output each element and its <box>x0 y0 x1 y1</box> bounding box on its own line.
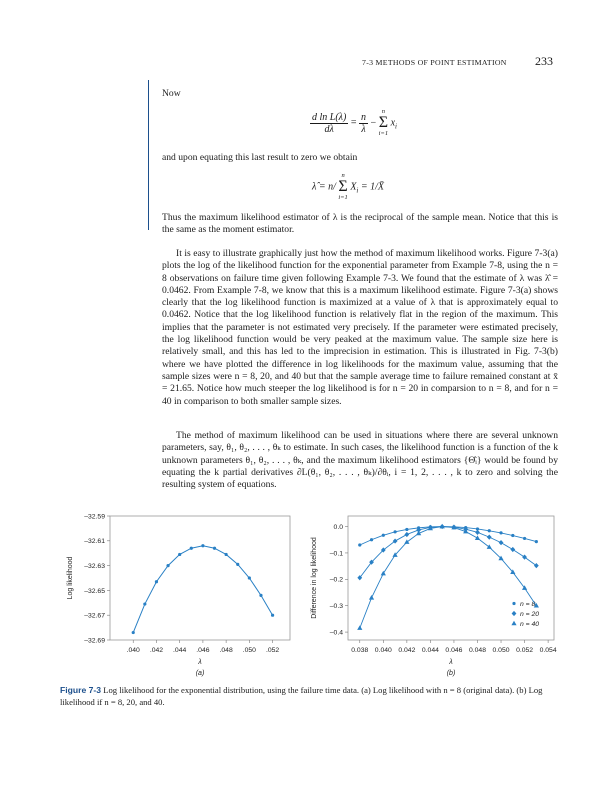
y-tick-label: –0.2 <box>329 576 343 584</box>
intro-now: Now <box>162 88 181 99</box>
y-tick-label: 0.0 <box>333 523 343 531</box>
data-point <box>225 553 228 556</box>
data-point <box>499 531 502 534</box>
eq1-lhs-den: dλ <box>324 123 334 135</box>
eq1-lhs-fraction <box>310 112 348 135</box>
figure-b-chart <box>304 510 564 680</box>
y-tick-label: –0.3 <box>329 603 343 611</box>
data-point <box>534 563 539 568</box>
data-point <box>236 563 239 566</box>
eq2-rhs-sub: i <box>356 186 359 195</box>
data-point <box>190 547 193 550</box>
x-tick-label: 0.040 <box>374 647 392 654</box>
data-point <box>357 625 362 630</box>
x-tick-label: .044 <box>173 647 187 654</box>
y-tick-label: –0.4 <box>329 629 343 637</box>
x-tick-label: .050 <box>242 647 256 654</box>
data-point <box>535 540 538 543</box>
eq1-sum <box>379 108 388 138</box>
x-tick-label: .048 <box>219 647 233 654</box>
x-axis-label: λ <box>198 659 202 666</box>
x-axis-label: λ <box>449 659 453 666</box>
page-number: 233 <box>535 54 553 68</box>
y-tick-label: –0.1 <box>329 550 343 558</box>
eq2-sum-bot: i=1 <box>338 194 348 201</box>
x-tick-label: 0.052 <box>516 647 534 654</box>
eq2-tail: = 1/X̄ <box>358 181 385 193</box>
eq2-rhs: X <box>350 181 357 193</box>
data-point <box>132 631 135 634</box>
sigma-icon: Σ <box>338 178 348 195</box>
data-point <box>213 547 216 550</box>
series-line-0 <box>360 527 537 545</box>
data-point <box>404 539 409 544</box>
sigma-icon: Σ <box>378 114 388 131</box>
eq1-n-num: n <box>360 111 366 123</box>
data-point <box>487 544 492 549</box>
data-point <box>475 530 480 535</box>
derivative-equation <box>310 108 397 138</box>
data-point <box>511 534 514 537</box>
data-point <box>369 595 374 600</box>
caption-text: Log likelihood for the exponential distribution, using the failure time data. (a) Log likelihood with n = 8 (original data). (b) Log likelihood if n = 8, 20, and 40. <box>60 685 543 707</box>
x-tick-label: 0.042 <box>398 647 416 654</box>
x-tick-label: 0.044 <box>421 647 439 654</box>
x-tick-label: 0.054 <box>539 647 557 654</box>
data-point <box>488 529 491 532</box>
plot-frame <box>110 516 290 640</box>
data-point <box>487 535 492 540</box>
data-point <box>271 614 274 617</box>
panel-label: (b) <box>446 670 456 677</box>
series-line-2 <box>360 527 540 629</box>
legend-marker <box>512 611 517 616</box>
text-estimator: Thus the maximum likelihood estimator of λ is the reciprocal of the sample mean. Notice that this is the same as the moment estimator. <box>162 212 558 236</box>
y-axis-label: Difference in log likelihood <box>311 537 318 619</box>
data-point <box>259 594 262 597</box>
legend-entry: n = 40 <box>520 621 540 628</box>
data-point <box>522 555 527 560</box>
eq1-term-sub: i <box>395 122 397 131</box>
data-point <box>201 544 204 547</box>
eq1-equals: = <box>350 117 357 129</box>
data-point <box>248 576 251 579</box>
caption-label: Figure 7-3 <box>60 685 102 695</box>
data-point <box>155 580 158 583</box>
data-point <box>499 540 504 545</box>
eq2-lhs: λ̂ = n/ <box>312 181 336 193</box>
legend-entry: n = 8 <box>520 601 536 608</box>
section-title: 7-3 METHODS OF POINT ESTIMATION <box>362 58 507 67</box>
data-point <box>382 534 385 537</box>
eq2-sum <box>338 172 347 202</box>
estimator-equation <box>312 172 384 202</box>
eq1-sum-top: n <box>381 108 385 115</box>
data-point <box>523 537 526 540</box>
data-point <box>143 602 146 605</box>
eq1-n-den: λ <box>361 123 366 135</box>
data-point <box>404 532 409 537</box>
data-point <box>510 547 515 552</box>
panel-label: (a) <box>195 670 205 677</box>
loglik-line <box>133 546 272 633</box>
y-tick-label: –32.61 <box>84 538 105 546</box>
eq2-sum-top: n <box>341 172 345 179</box>
figure-a-chart <box>58 510 308 680</box>
y-tick-label: –32.63 <box>84 563 105 570</box>
margin-rule <box>148 80 149 230</box>
data-point <box>358 543 361 546</box>
x-tick-label: .040 <box>126 647 140 654</box>
eq1-sum-bot: i=1 <box>378 130 389 137</box>
x-tick-label: 0.046 <box>445 647 463 654</box>
y-tick-label: –32.65 <box>84 587 105 595</box>
x-tick-label: .052 <box>265 647 280 654</box>
y-tick-label: –32.59 <box>84 513 105 521</box>
data-point <box>370 538 373 541</box>
data-point <box>475 535 480 540</box>
x-tick-label: .046 <box>196 647 210 654</box>
legend-entry: n = 20 <box>520 611 540 618</box>
legend-marker <box>512 602 515 605</box>
eq1-term: x <box>390 117 396 129</box>
text-equating: and upon equating this last result to zero we obtain <box>162 152 358 163</box>
text-multiparam: The method of maximum likelihood can be used in situations where there are several unknown parameters, say, θ₁, θ₂, . . . , θₖ to estimate. In such cases, the likelihood function is a function of the k unknown parameters θ₁, θ₂, . . . , θₖ, and the maximum likelihood estimators {Θ̂ᵢ} would be found by equating the k partial derivatives ∂L(θ₁, θ₂, . . . , θₖ)/∂θᵢ, i = 1, 2, . . . , k to zero and solving the resulting system of equations. <box>162 430 558 491</box>
data-point <box>166 564 169 567</box>
data-point <box>178 553 181 556</box>
y-tick-label: –32.69 <box>84 637 105 645</box>
figure-caption <box>60 684 560 708</box>
x-tick-label: 0.048 <box>468 647 486 654</box>
y-tick-label: –32.67 <box>84 612 105 620</box>
legend-marker <box>511 621 516 626</box>
y-axis-label: Log likelihood <box>67 556 74 600</box>
running-header <box>0 52 609 72</box>
eq1-n-fraction <box>359 112 368 135</box>
text-graphical: It is easy to illustrate graphically just how the method of maximum likelihood works. Figure 7-3(a) plots the log of the likelihood function for the exponential parameter from Example 7-8, using the n = 8 observations on failure time given following Example 7-3. We found that the estimate of λ was λ̂ = 0.0462. From Example 7-8, we know that this is a maximum likelihood estimate. Figure 7-3(a) shows clearly that the log likelihood function is maximized at a value of λ that is approximately equal to 0.0462. Notice that the log likelihood function is relatively flat in the region of the maximum. This implies that the parameter is not estimated very precisely. If the parameter were estimated precisely, the log likelihood function would be very peaked at the maximum value. The sample size here is relatively small, and this has led to the imprecision in estimation. This is illustrated in Fig. 7-3(b) where we have plotted the difference in log likelihoods for the maximum value, assuming that the sample sizes were n = 8, 20, and 40 but that the sample average time to failure remained constant at x̄ = 21.65. Notice how much steeper the log likelihood is for n = 20 in comparsion to n = 8, and for n = 40 in comparison to both smaller sample sizes. <box>162 248 558 407</box>
eq1-minus: − <box>370 117 377 129</box>
data-point <box>393 530 396 533</box>
data-point <box>405 528 408 531</box>
x-tick-label: 0.038 <box>351 647 369 654</box>
x-tick-label: .042 <box>149 647 164 654</box>
eq1-lhs-num: d ln L(λ) <box>312 111 347 123</box>
x-tick-label: 0.050 <box>492 647 510 654</box>
